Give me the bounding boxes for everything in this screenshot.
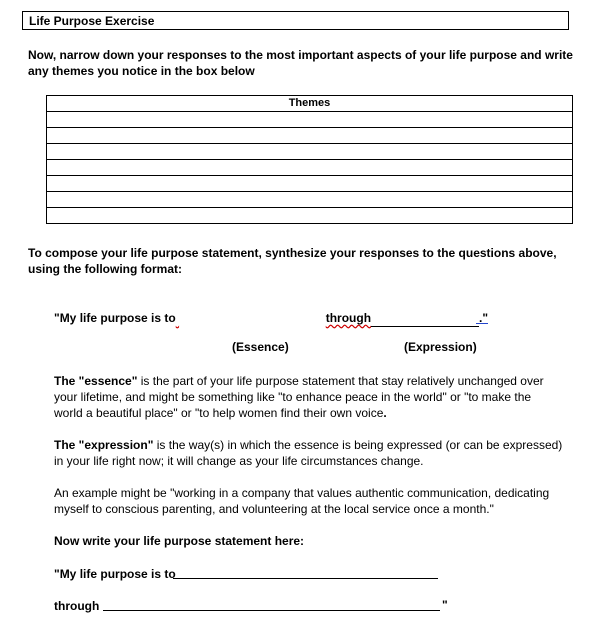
themes-table — [46, 95, 573, 224]
final-essence-line[interactable] — [173, 578, 438, 579]
intro-paragraph: Now, narrow down your responses to the most important aspects of your life purpose and write any themes you notice in the box below — [28, 48, 573, 78]
write-prompt: Now write your life purpose statement here: — [54, 534, 305, 548]
expression-blank[interactable] — [371, 310, 479, 327]
themes-row — [47, 176, 573, 192]
essence-term: The "essence" — [54, 374, 138, 388]
template-through: through — [325, 311, 372, 325]
themes-cell[interactable] — [47, 160, 573, 176]
themes-row — [47, 208, 573, 224]
essence-label: (Essence) — [232, 340, 289, 354]
essence-period: . — [383, 406, 387, 420]
template-suffix: ." — [479, 311, 489, 325]
themes-row — [47, 160, 573, 176]
example-paragraph: An example might be "working in a company that values authentic communication, dedicating myself to conscious parenting, and volunteering at the local service once a month." — [54, 486, 550, 516]
themes-cell[interactable] — [47, 176, 573, 192]
essence-text: is the part of your life purpose statement that stay relatively unchanged over your lifetime, and might be something like "to enhance peace in the world" or "to make the world a beautiful place" or "to help women find their own voice — [54, 374, 544, 420]
themes-cell[interactable] — [47, 208, 573, 224]
expression-definition — [54, 437, 566, 469]
themes-row — [47, 112, 573, 128]
final-quote: " — [442, 598, 448, 612]
expression-term: The "expression" — [54, 438, 154, 452]
final-expression-line[interactable] — [103, 610, 440, 611]
essence-definition — [54, 373, 560, 421]
themes-cell[interactable] — [47, 128, 573, 144]
compose-instruction: To compose your life purpose statement, synthesize your responses to the questions above, using the following format: — [28, 246, 557, 276]
essence-blank[interactable] — [176, 310, 326, 326]
themes-cell[interactable] — [47, 192, 573, 208]
themes-header: Themes — [47, 96, 573, 112]
final-through: through — [54, 599, 100, 613]
expression-text: is the way(s) in which the essence is being expressed (or can be expressed) in your life right now; it will change as your life circumstances change. — [54, 438, 563, 468]
themes-row — [47, 192, 573, 208]
themes-cell[interactable] — [47, 112, 573, 128]
themes-row — [47, 144, 573, 160]
themes-cell[interactable] — [47, 144, 573, 160]
statement-template — [54, 310, 574, 327]
cursor-mark — [476, 323, 488, 324]
expression-label: (Expression) — [404, 340, 477, 354]
template-prefix: "My life purpose is to — [54, 311, 176, 325]
final-prefix: "My life purpose is to — [54, 567, 176, 581]
themes-header-row — [47, 96, 573, 112]
document-title: Life Purpose Exercise — [22, 11, 569, 30]
themes-row — [47, 128, 573, 144]
